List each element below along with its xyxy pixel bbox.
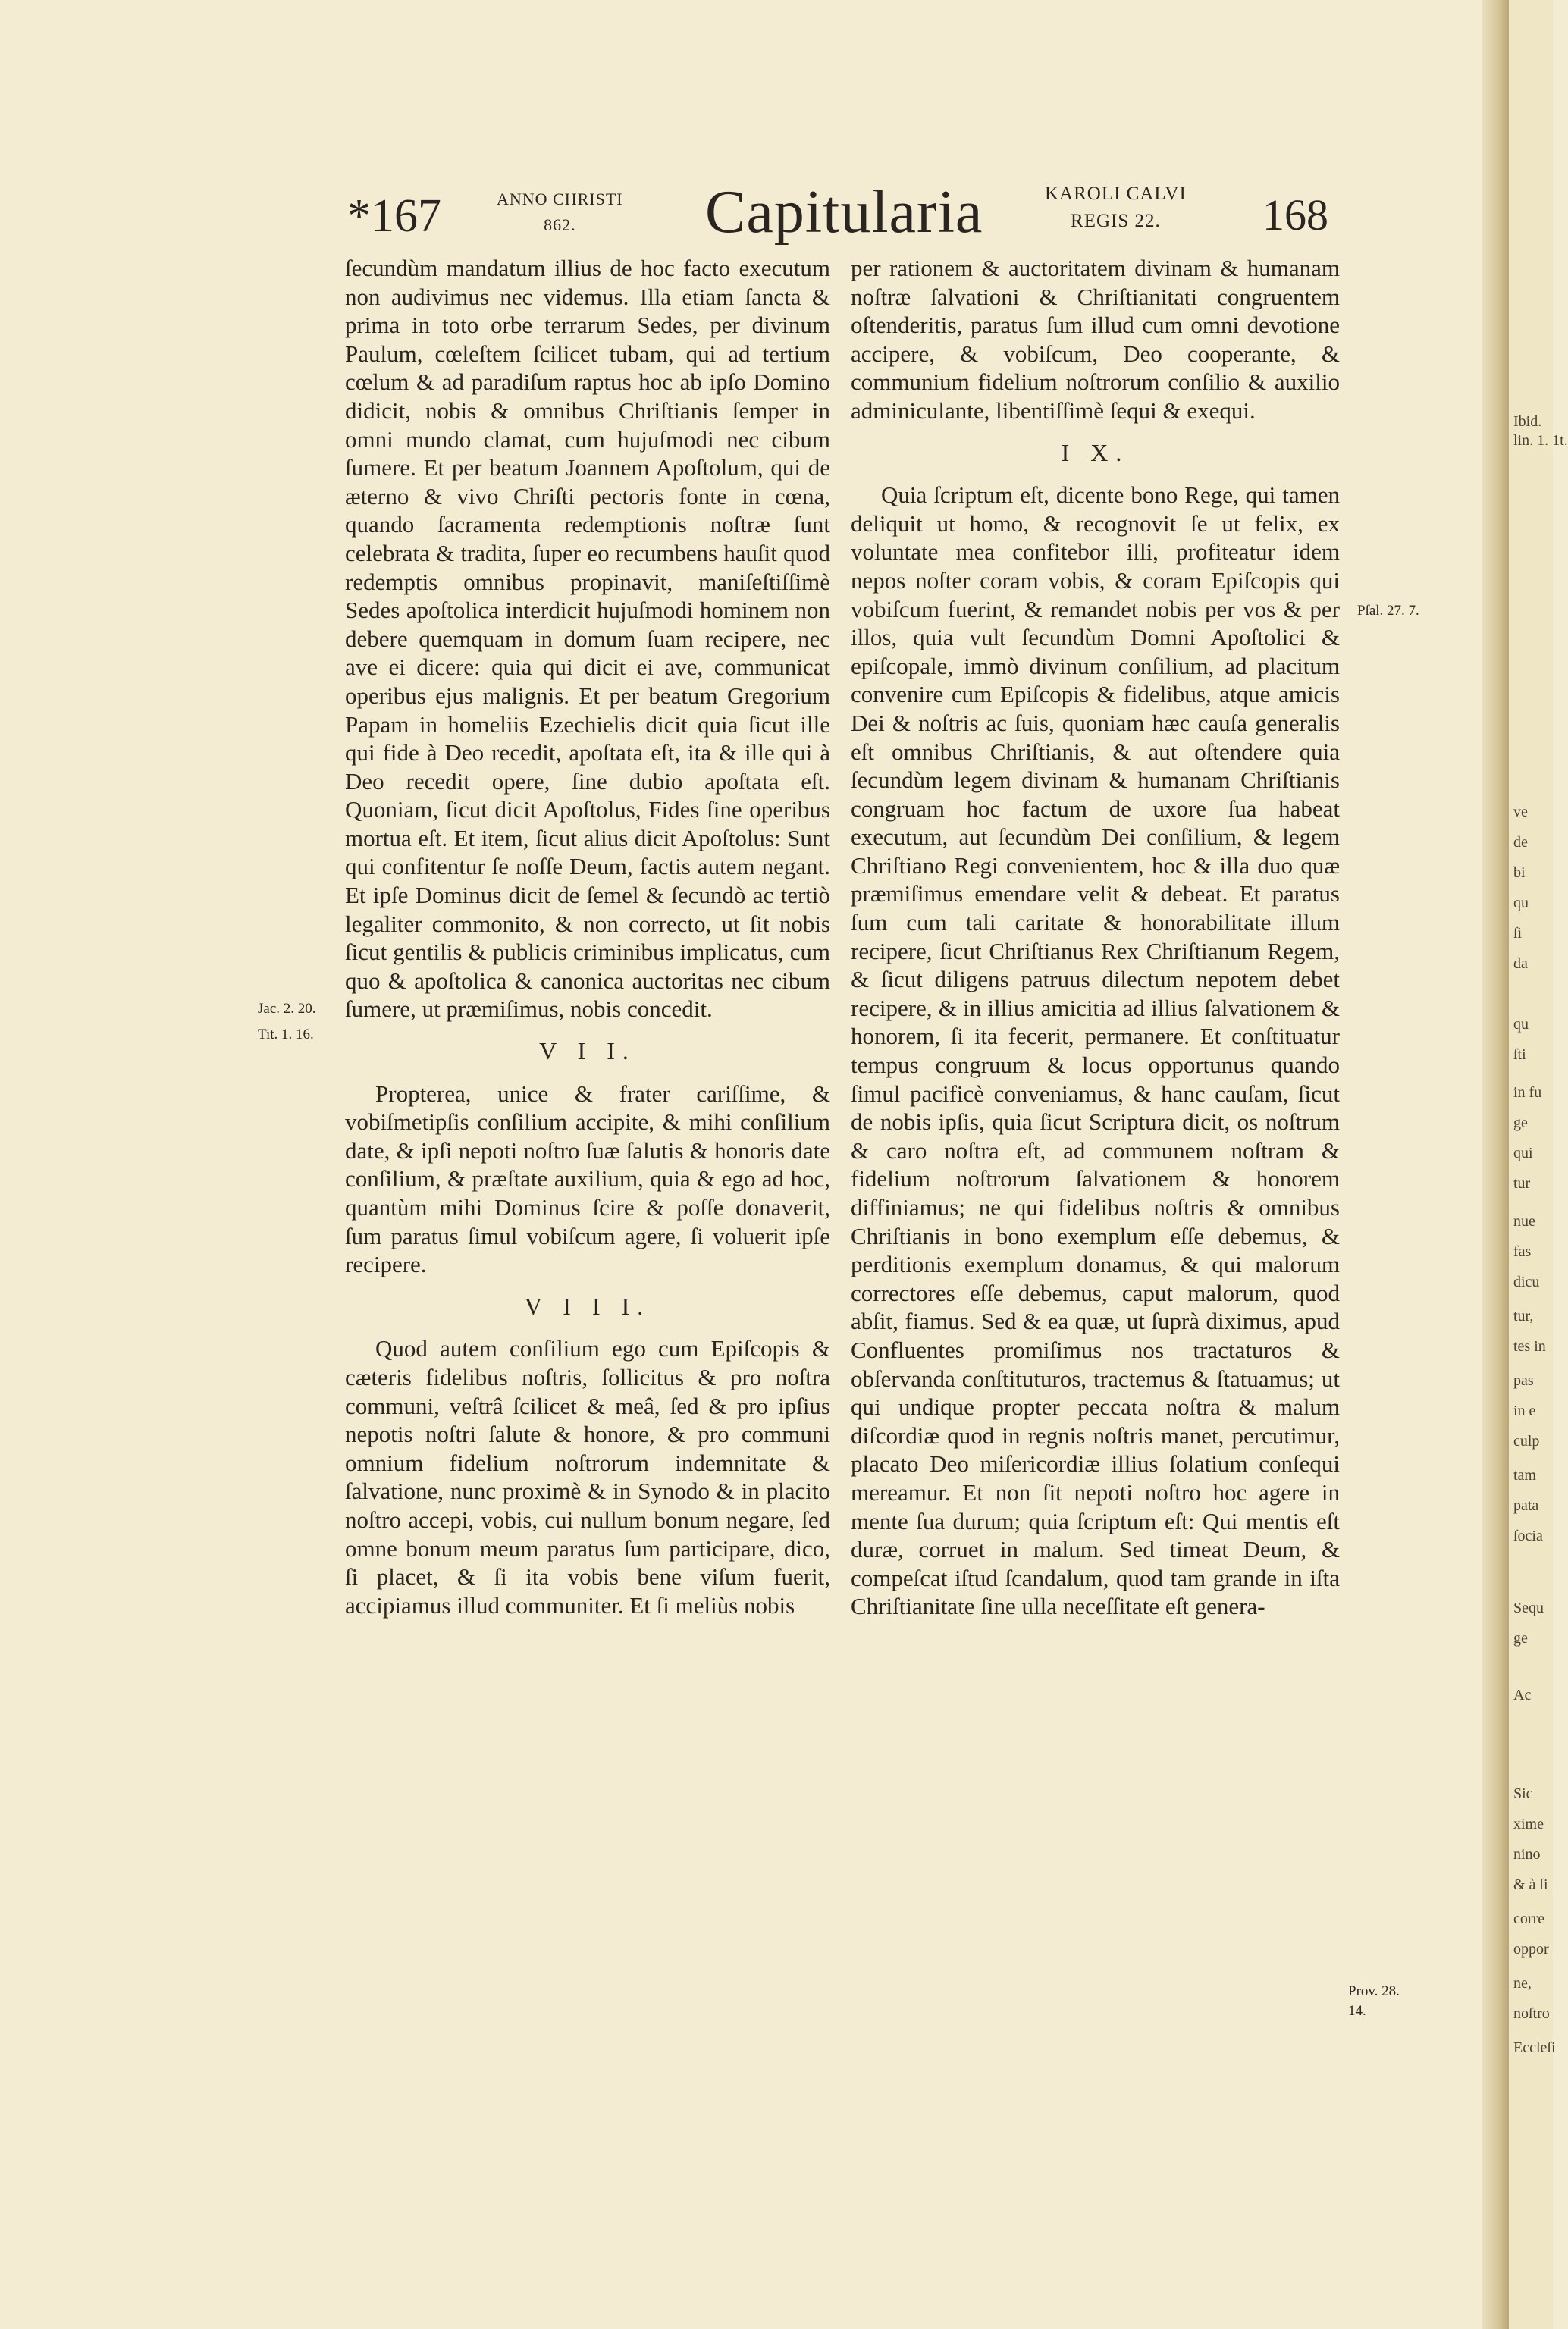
- karoli-label: KAROLI CALVI: [1045, 183, 1187, 204]
- right-column: [851, 254, 1340, 1621]
- fragment: ne,: [1513, 1975, 1532, 1992]
- fragment: culp: [1513, 1433, 1540, 1450]
- page-number-left: *167: [347, 190, 441, 242]
- book-gutter: [1482, 0, 1509, 2329]
- anno-year: 862.: [544, 215, 576, 234]
- fragment: dicu: [1513, 1274, 1540, 1290]
- fragment: ſocia: [1513, 1528, 1543, 1544]
- fragment: lin. 1. 1t.: [1513, 432, 1568, 449]
- fragment: & à ſi: [1513, 1876, 1548, 1893]
- margin-note-prov-verse: 14.: [1348, 2003, 1366, 2019]
- right-paragraph-2: Quia ſcriptum eſt, dicente bono Rege, qui tamen deliquit ut homo, & recognovit ſe ut felix, ex voluntate mea confitebor illi, profiteatur idem nepos noſter coram vobis, & coram Epiſcopis qui vobiſcum fuerint, & remandet nobis per vos & per illos, quia vult ſecundùm Domni Apoſtolici & epiſcopale, immò divinum conſilium, ad placitum convenire cum Epiſcopis & fidelibus, atque amicis Dei & noſtris ac ſuis, quoniam hæc cauſa generalis eſt omnibus Chriſtianis, & aut oſtendere quia ſecundùm legem divinam & humanam Chriſtianis congruam hoc factum de uxore ſua habeat executum, aut ſecundùm Dei conſilium, & legem Chriſtiano Regi convenientem, hoc & illa duo quæ præmiſimus emendare velit & debeat. Et paratus ſum cum tali caritate & honorabilitate illum recipere, ſicut Chriſtianus Rex Chriſtianum Regem, & ſicut diligens patruus dilectum nepotem debet recipere, & in illius amicitia ad illius ſalvationem & honorem, ſi ita fecerit, permanere. Et conſtituatur tempus congruum & locus opportunus quando ſimul pacificè conveniamus, & hanc cauſam, ſicut de nobis ipſis, quia ſicut Scriptura dicit, os noſtrum & caro noſtra eſt, ad communem noſtram & fidelium noſtrorum ſalvationem & honorem diffiniamus; ne qui fidelibus noſtris & omnibus Chriſtianis in bono exemplum eſſe debemus, & perditionis exemplum donamus, & qui malorum correctores eſſe debemus, caput malorum, quod abſit, fiamus. Sed & ea quæ, ut ſuprà diximus, apud Confluentes promiſimus nos tractaturos & obſervanda conſtituturos, tractemus & ſtatuamus; ut qui undique propter peccata noſtra & malum diſcordiæ quod in regnis noſtris manet, percutimur, placato Deo miſericordiæ illius ſolatium conſequi mereamur. Et non ſit nepoti noſtro hoc agere in mente ſua durum; quia ſcriptum eſt: Qui mentis eſt duræ, corruet in malum. Sed timeat Deum, & compeſcat iſtud ſcandalum, quod tam grande in iſta Chriſtianitate ſine ulla neceſſitate eſt genera-: [851, 481, 1340, 1620]
- section-heading-vii: V I I.: [539, 1037, 636, 1065]
- anno-label: ANNO CHRISTI: [497, 190, 623, 208]
- left-column: [345, 254, 830, 1619]
- fragment: xime: [1513, 1816, 1544, 1832]
- left-paragraph-1: ſecundùm mandatum illius de hoc facto executum non audivimus nec videmus. Illa etiam ſancta & prima in toto orbe terrarum Sedes, per divinum Paulum, cœleſtem ſcilicet tubam, qui ad tertium cœlum & ad paradiſum raptus hoc ab ipſo Domino didicit, nobis & omnibus Chriſtianis ſemper in omni mundo clamat, cum hujuſmodi nec cibum ſumere. Et per beatum Joannem Apoſtolum, qui de æterno & vivo Chriſti pectoris fonte in cœna, quando ſacramenta redemptionis noſtræ ſunt celebrata & tradita, ſuper eo recumbens hauſit quod redemptis omnibus propinavit, maniſeſtiſſimè Sedes apoſtolica interdicit hujuſmodi hominem non debere quemquam in domum ſuam recipere, nec ave ei dicere: quia qui dicit ei ave, communicat operibus ejus malignis. Et per beatum Gregorium Papam in homeliis Ezechielis dicit quia ſicut ille qui fide à Deo recedit, apoſtata eſt, ita & ille qui à Deo recedit opere, ſine dubio apoſtata eſt. Quoniam, ſicut dicit Apoſtolus, Fides ſine operibus mortua eſt. Et item, ſicut alius dicit Apoſtolus: Sunt qui confitentur ſe noſſe Deum, factis autem negant. Et ipſe Dominus dicit de ſemel & ſecundò ac tertiò legaliter commonito, & non correcto, ut ſit nobis ſicut gentilis & publicis criminibus implicatus, cum quo & apoſtolica & canonica auctoritas nec cibum ſumere, ut præmiſimus, nobis concedit.: [345, 255, 830, 1023]
- fragment: Eccleſi: [1513, 2039, 1556, 2056]
- fragment: oppor: [1513, 1941, 1549, 1958]
- karoli-calvi-heading: [1045, 180, 1187, 249]
- fragment: tur,: [1513, 1308, 1534, 1324]
- fragment: tes in: [1513, 1338, 1546, 1355]
- fragment: de: [1513, 834, 1528, 851]
- fragment: qui: [1513, 1145, 1533, 1161]
- left-paragraph-3: Quod autem conſilium ego cum Epiſcopis & cæteris fidelibus noſtris, ſollicitus & pro noſtra communi, veſtrâ ſcilicet & meâ, ſed & pro ipſius nepotis noſtri ſalute & honore, & pro communi omnium fidelium noſtrorum indemnitate & ſalvatione, nunc proximè & in Synodo & in placito noſtro accepi, vobis, cui nullum bonum negare, ſed omne bonum meum paratus ſum participare, dico, ſi placet, & ſi ita vobis bene viſum fuerit, accipiamus illud communiter. Et ſi meliùs nobis: [345, 1335, 830, 1619]
- fragment: in fu: [1513, 1084, 1542, 1101]
- fragment: Ac: [1513, 1687, 1532, 1704]
- fragment: ve: [1513, 804, 1528, 820]
- fragment: qu: [1513, 1016, 1529, 1033]
- running-title: Capitularia: [705, 179, 983, 246]
- page-number-right: 168: [1262, 190, 1328, 240]
- fragment: ge: [1513, 1114, 1528, 1131]
- fragment: tur: [1513, 1175, 1531, 1192]
- section-heading-ix: I X.: [1061, 438, 1130, 466]
- fragment: corre: [1513, 1911, 1545, 1927]
- fragment: pas: [1513, 1372, 1534, 1389]
- fragment: Ibid.: [1513, 413, 1542, 430]
- fragment: ſi: [1513, 925, 1523, 942]
- margin-note-tit: Tit. 1. 16.: [258, 1027, 314, 1042]
- fragment: noſtro: [1513, 2005, 1550, 2022]
- fragment: in e: [1513, 1403, 1536, 1419]
- fragment: ge: [1513, 1630, 1528, 1647]
- regis-year: REGIS 22.: [1071, 211, 1161, 231]
- margin-note-prov: Prov. 28.: [1348, 1983, 1400, 1999]
- fragment: pata: [1513, 1497, 1539, 1514]
- fragment: tam: [1513, 1467, 1536, 1484]
- fragment: Sic: [1513, 1785, 1533, 1802]
- anno-christi-heading: [497, 187, 623, 255]
- fragment: da: [1513, 955, 1528, 972]
- right-paragraph-1: per rationem & auctoritatem divinam & humanam noſtræ ſalvationi & Chriſtianitati congruentem oſtenderitis, paratus ſum illud cum omni devotione accipere, & vobiſcum, Deo cooperante, & communium fidelium noſtrorum conſilio & auxilio adminiculante, libentiſſimè ſequi & exequi.: [851, 255, 1340, 424]
- fragment: fas: [1513, 1243, 1532, 1260]
- fragment: nino: [1513, 1846, 1541, 1863]
- fragment: qu: [1513, 895, 1529, 911]
- fragment: ſti: [1513, 1046, 1526, 1063]
- margin-note-jac: Jac. 2. 20.: [258, 1001, 316, 1017]
- fragment: Sequ: [1513, 1600, 1544, 1616]
- next-page-edge: [1509, 0, 1568, 2329]
- fragment: bi: [1513, 864, 1526, 881]
- margin-note-psal: Pſal. 27. 7.: [1357, 603, 1419, 619]
- section-heading-viii: V I I I.: [524, 1292, 651, 1320]
- fragment: nue: [1513, 1213, 1535, 1230]
- left-paragraph-2: Propterea, unice & frater cariſſime, & vobiſmetipſis conſilium accipite, & mihi conſilium date, & ipſi nepoti noſtro ſuæ ſalutis & honoris date conſilium, & præſtate auxilium, quia & ego ad hoc, quantùm mihi Dominus ſcire & poſſe donaverit, ſum paratus ſimul vobiſcum agere, ſi voluerit ipſe recipere.: [345, 1080, 830, 1278]
